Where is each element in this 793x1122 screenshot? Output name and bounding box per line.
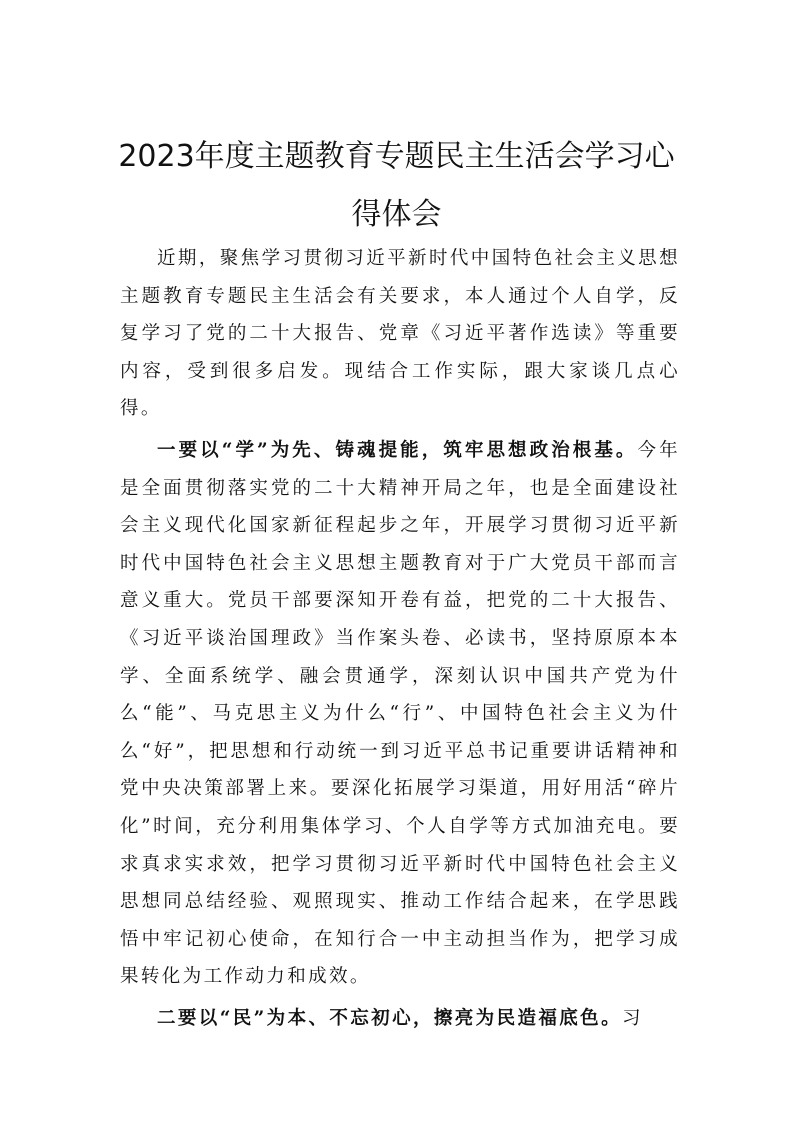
paragraph-lead: 一要以“学”为先、铸魂提能，筑牢思想政治根基。 [157,439,638,461]
paragraph-point-two [120,1000,680,1038]
paragraph-text: 习 [621,1007,643,1029]
document-title: 2023年度主题教育专题民主生活会学习心得体会 [118,139,675,232]
paragraph-text: 今年是全面贯彻落实党的二十大精神开局之年，也是全面建设社会主义现代化国家新征程起步之年，开展学习贯彻习近平新时代中国特色社会主义思想主题教育对于广大党员干部而言意义重大。党员干部要深知开卷有益，把党的二十大报告、《习近平谈治国理政》当作案头卷、必读书，坚持原原本本学、全面系统学、融会贯通学，深刻认识中国共产党为什么“能”、马克思主义为什么“行”、中国特色社会主义为什么“好”，把思想和行动统一到习近平总书记重要讲话精神和党中央决策部署上来。要深化拓展学习渠道，用好用活“碎片化”时间，充分利用集体学习、个人自学等方式加油充电。要求真求实求效，把学习贯彻习近平新时代中国特色社会主义思想同总结经验、观照现实、推动工作结合起来，在学思践悟中牢记初心使命，在知行合一中主动担当作为，把学习成果转化为工作动力和成效。 [120,439,680,988]
paragraph-text: 近期，聚焦学习贯彻习近平新时代中国特色社会主义思想主题教育专题民主生活会有关要求，本人通过个人自学，反复学习了党的二十大报告、党章《习近平著作选读》等重要内容，受到很多启发。现结合工作实际，跟大家谈几点心得。 [120,248,680,420]
paragraph-intro [120,240,680,428]
paragraph-point-one [120,432,680,996]
paragraph-lead: 二要以“民”为本、不忘初心，擦亮为民造福底色。 [157,1007,622,1029]
document-body [120,240,680,1041]
